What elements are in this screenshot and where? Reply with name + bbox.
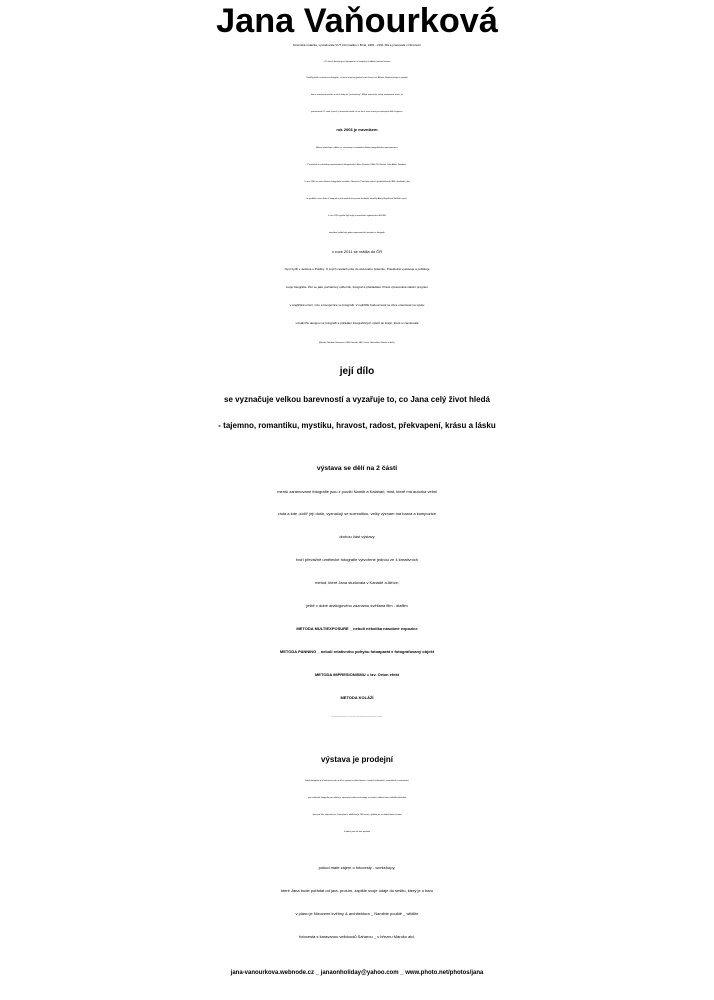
exhibition-line: ráda a kde „sídlí“ její duše, vyznačují se surrealitou, velký význam má barva a kompozice <box>278 511 436 516</box>
exhibition-line: druhou část výstavy <box>339 534 375 539</box>
sale-line: k vidění jsou též foto portfolia <box>344 831 370 833</box>
footer-contacts: jana-vanourkova.webnode.cz _ janaonholiday@yahoo.com _ www.photo.net/photos/jana <box>230 970 484 976</box>
milestone-heading: rok 2003 je mezníkem <box>336 127 378 132</box>
method-line: METODA MULTIEXPOSURE _ neboli několika násobné expozice <box>296 626 418 631</box>
exhibition-line: ještě v době analogového záznamu světlana film - diafilm <box>306 603 408 608</box>
sale-heading: výstava je prodejní <box>320 755 394 764</box>
milestone-line: Během workshopu v Africe se seznamuje s kanadskou školou fotografického impresionismu. <box>316 147 398 149</box>
milestone-line: námětem každé byla jedna experimentální metoda ve fotografii. <box>328 232 386 234</box>
exhibition-heading: výstava se dělí na 2 části <box>316 465 398 472</box>
exhibition-line: menší zarámované fotografie jsou z pouští Namib a Kalahari, míst, které má autorka velmi <box>277 489 437 494</box>
milestone-line: V roce 2010 vydala čtyři knihy v americkém vydavatelství BLURB, <box>327 215 387 217</box>
workshop-line: v plánu je Nizozemí květiny & architektura _ Namibie pouště _ wildlife <box>295 911 419 916</box>
milestone-line: Pravidelně se zúčastňuje mezinárodních fotografických dílen (Kanada, USA, ČR, Mexiko, Jižní Afrika, Namibie). <box>307 164 407 166</box>
present-line: vizuálního designu ve fotografii a pořádání fotografických výletů do krajin, které si zamilovala <box>295 321 419 325</box>
method-line: METODA PANNING _ neboli relativního pohybu fotoaparát x fotografovaný objekt <box>279 649 435 654</box>
sale-line: každá fotografie je v limitované edici a dá se vyrobit na přání klienta v různých velikostech, materiálech a zarámování <box>305 780 409 782</box>
work-heading: její dílo <box>339 366 375 377</box>
workshop-line: které Jana bude pořádat od jara, prosím, zapište svoje údaje do sešitu, který je u baru <box>280 888 434 893</box>
bio-line: procestovala 72 zemí a pouší ji učarovala natolik, že se do ní musí vracet pro načerpání další inspirace. <box>311 111 403 113</box>
workshop-line: fotocesta s karavanou velbloudů Saharou _ v březnu Maroko atd. <box>299 934 415 939</box>
sale-line: tyto umělecké fotografie jsou tištěny a upraveny kvalitní technologií se zárukou stálosti barev několika desetiletí <box>307 797 407 799</box>
return-heading: v roce 2011 se vrátila do ČR <box>331 249 383 254</box>
bio-line: Asii si zamilovala exotiku a od té doby má „toulavé boty“. Miluje autentická, turisty neobjevená místa, již <box>311 94 403 96</box>
present-line: v angličtině učení, vize a kompozice ve fotografii. V nejbližší budoucnosti se chce orientovat na výuku <box>289 303 425 307</box>
method-line: METODA KOLÁŽÍ <box>340 695 374 700</box>
milestone-line: V roce 2009 se stala vítězkou fotografické soutěže v Nizozemí. Poté byla zvána k přednáškám do IBM a fotoklubů, aby <box>304 181 410 183</box>
exhibition-line: metod, které Jana studovala v Kanadě a Africe, <box>315 580 399 585</box>
page-title: Jana Vaňourková <box>216 2 498 40</box>
present-line: Nyní bydlí v Jedlové u Poličky. O svých cestách píše do webového týdeníku. Pravidelně vystavuje a publikuje <box>284 267 430 271</box>
methods-note: Jana o každé metodě publikovala v USA knihu. Kniha se dá objednat přes internet a je během výstavy k nahlédnutí. <box>331 717 383 718</box>
milestone-line: se podělila o svou lásku k fotografii a ilustrovala knihu poezie brněnské básnířky Aleny Slepičkové “Něžná Lavina”. <box>306 198 408 200</box>
present-line: svoje fotografie. Živí se jako počítačový odborník, fotograf a překladatel. Právě zpracovává vlastní program <box>286 285 428 289</box>
method-line: METODA IMPRESIONISMU = tzv. Orton efekt <box>314 672 400 677</box>
bio-line: v 15 letech dostala první fotoaparát a z koupelny si udělala temnou komoru <box>323 61 391 63</box>
sale-line: Jana pro Vás připravila set 4 foto přání s obálkami (a 100 korun), výtěžek jde na dobročinnou činnost <box>312 814 402 816</box>
exhibition-line: tvoří převážně umělecké fotografie vytvořené jednou ze 4 kreativních <box>295 557 419 562</box>
bio-line: brněnská rodačka, vystudovala VUT informatiku v Brně, 1981 - 2011 žila a pracovala v Nizozemí <box>293 43 421 47</box>
work-line: se vyznačuje velkou barevností a vyzařuje to, co Jana celý život hledá <box>224 395 490 404</box>
work-line: - tajemno, romantiku, mystiku, hravost, radost, překvapení, krásu a lásku <box>218 421 496 430</box>
present-line: (Mexiko, Namibie, Botswana, USA, Kanada, JAR, Omán, Holandsko, Maroko a další). <box>318 342 396 344</box>
workshop-line: pokud mate zájem o fotocesty - workshopy, <box>318 865 396 870</box>
bio-line: Později přešla na barevnou fotografii, ve které hraje kompozice barev hlavní roli. Během tříletého pobytu v západní <box>306 77 408 79</box>
